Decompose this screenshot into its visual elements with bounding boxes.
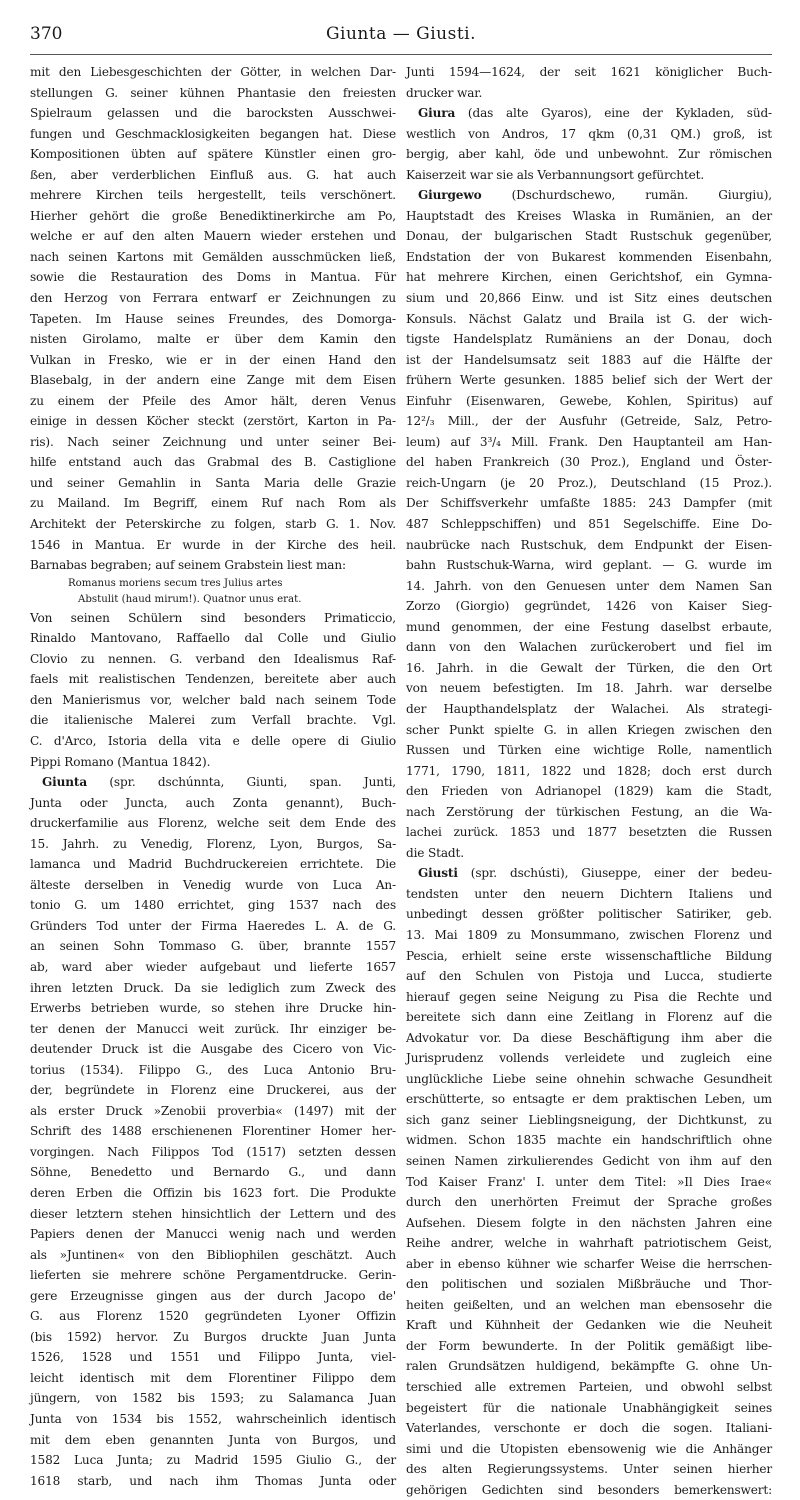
text-line: tonio G. um 1480 errichtet, ging 1537 nach des xyxy=(30,898,396,913)
text-line: der Haupthandelsplatz der Walachei. Als strategi- xyxy=(406,701,772,716)
entry-headword: Giura xyxy=(418,106,456,121)
text-line: Einfuhr (Eisenwaren, Gewebe, Kohlen, Spiritus) auf xyxy=(406,393,772,408)
text-line: Spielraum gelassen und die barocksten Ausschwei- xyxy=(30,106,396,121)
text-line: tigste Handelsplatz Rumäniens an der Donau, doch xyxy=(406,332,772,347)
text-line: die italienische Malerei zum Verfall brachte. Vgl. xyxy=(30,713,396,728)
text-line: terschied alle extremen Parteien, und obwohl selbst xyxy=(406,1380,772,1394)
entry-first-line xyxy=(406,863,772,884)
entry-headword: Giusti xyxy=(418,866,458,881)
entry-text: (spr. dschústi), Giuseppe, einer der bedeu- xyxy=(457,866,772,881)
text-line: (bis 1592) hervor. Zu Burgos druckte Juan Junta xyxy=(30,1329,396,1344)
text-line: reich-Ungarn (je 20 Proz.), Deutschland (15 Proz.). xyxy=(406,475,772,490)
entry-text: (spr. dschúnnta, Giunti, span. Junti, xyxy=(87,775,396,790)
epitaph-line: Romanus moriens secum tres Julius artes xyxy=(68,577,283,589)
text-line: hierauf gegen seine Neigung zu Pisa die Rechte und xyxy=(406,989,772,1004)
text-line: G. aus Florenz 1520 gegründeten Lyoner Offizin xyxy=(30,1309,396,1324)
text-line: westlich von Andros, 17 qkm (0,31 QM.) groß, ist xyxy=(406,126,772,141)
text-line: druckerfamilie aus Florenz, welche seit dem Ende des xyxy=(30,816,396,831)
text-line: vorgingen. Nach Filippos Tod (1517) setzten dessen xyxy=(30,1144,396,1159)
text-line: Der Schiffsverkehr umfaßte 1885: 243 Dampfer (mit xyxy=(406,496,772,511)
text-line: den Frieden von Adrianopel (1829) kam die Stadt, xyxy=(406,784,772,799)
text-line: den Manierismus vor, welcher bald nach seinem Tode xyxy=(30,692,396,707)
text-line: begeistert für die nationale Unabhängigkeit seines xyxy=(406,1400,772,1415)
epitaph-line: Abstulit (haud mirum!). Quatnor unus erat. xyxy=(78,593,302,605)
text-line: Pippi Romano (Mantua 1842). xyxy=(30,754,211,769)
entry-headword: Giurgewo xyxy=(418,188,482,203)
text-line: Jurisprudenz vollends verleidete und zugleich eine xyxy=(406,1051,772,1066)
text-line: unglückliche Liebe seine ohnehin schwache Gesundheit xyxy=(406,1071,772,1086)
text-line: scher Punkt spielte G. in allen Kriegen zwischen den xyxy=(406,722,772,737)
text-line: Russen und Türken eine wichtige Rolle, namentlich xyxy=(406,743,772,758)
entry-first-line xyxy=(406,103,772,124)
text-line: seinen Namen zirkulierendes Gedicht von ihm auf den xyxy=(406,1153,772,1168)
entry-text: (das alte Gyaros), eine der Kykladen, süd- xyxy=(455,106,772,121)
text-line: Gründers Tod unter der Firma Haeredes L. A. de G. xyxy=(30,918,396,933)
text-line: aber in ebenso kühner wie scharfer Weise die herrschen- xyxy=(406,1256,772,1271)
text-line: ralen Grundsätzen huldigend, bekämpfte G. ohne Un- xyxy=(406,1359,772,1374)
text-line: C. d'Arco, Istoria della vita e delle opere di Giulio xyxy=(30,733,396,748)
text-line: Papiers denen der Manucci wenig nach und werden xyxy=(30,1227,396,1242)
text-line: torius (1534). Filippo G., des Luca Antonio Bru- xyxy=(30,1062,396,1077)
text-line: Junta oder Juncta, auch Zonta genannt), Buch- xyxy=(30,795,396,810)
text-line: del haben Frankreich (30 Proz.), England und Öster- xyxy=(406,455,772,470)
text-line: jüngern, von 1582 bis 1593; zu Salamanca Juan xyxy=(30,1391,396,1406)
text-line: 12²/₃ Mill., der der Ausfuhr (Getreide, Salz, Petro- xyxy=(406,414,772,429)
text-line: Rinaldo Mantovano, Raffaello dal Colle und Giulio xyxy=(30,631,396,646)
text-line: einige in dessen Köcher steckt (zerstört, Karton in Pa- xyxy=(30,414,396,429)
entry-text: (Dschurdschewo, rumän. Giurgiu), xyxy=(481,188,772,203)
entry-first-line xyxy=(30,772,396,793)
text-line: drucker war. xyxy=(406,85,483,100)
text-line: 16. Jahrh. in die Gewalt der Türken, die den Ort xyxy=(406,660,772,675)
text-line: mehrere Kirchen teils hergestellt, teils verschönert. xyxy=(30,188,396,203)
text-line: Endstation der von Bukarest kommenden Eisenbahn, xyxy=(406,249,772,264)
text-line: Vulkan in Fresko, wie er in der einen Hand den xyxy=(30,352,396,367)
text-line: fungen und Geschmacklosigkeiten begangen hat. Diese xyxy=(30,126,396,141)
text-line: simi und die Utopisten ebensowenig wie die Anhänger xyxy=(406,1441,772,1456)
text-line: sowie die Restauration des Doms in Mantua. Für xyxy=(30,270,396,285)
text-line: unbedingt dessen größter politischer Satiriker, geb. xyxy=(406,907,772,922)
text-line: dieser letztern stehen hinsichtlich der Lettern und des xyxy=(30,1206,396,1221)
text-line: Reihe andrer, welche in wahrhaft patriotischem Geist, xyxy=(406,1236,772,1251)
text-line: die Stadt. xyxy=(406,845,464,860)
page-header xyxy=(30,24,772,54)
text-line: Tapeten. Im Hause seines Freundes, des Domorga- xyxy=(30,311,396,326)
text-line: nisten Girolamo, malte er über dem Kamin den xyxy=(30,332,396,347)
text-line: leicht identisch mit dem Florentiner Filippo dem xyxy=(30,1370,396,1385)
text-line: gehörigen Gedichten sind besonders bemerkenswert: xyxy=(406,1482,772,1497)
text-line: mit dem eben genannten Junta von Burgos, und xyxy=(30,1432,396,1447)
running-head: Giunta — Giusti. xyxy=(325,24,477,44)
text-line: Hierher gehört die große Benediktinerkirche am Po, xyxy=(30,208,396,223)
text-line: ist der Handelsumsatz seit 1883 auf die Hälfte der xyxy=(406,352,772,367)
text-line: Söhne, Benedetto und Bernardo G., und dann xyxy=(30,1165,396,1180)
text-line: und seiner Gemahlin in Santa Maria delle Grazie xyxy=(30,475,396,490)
text-line: lieferten sie mehrere schöne Pergamentdrucke. Gerin- xyxy=(30,1268,396,1283)
text-line: Aufsehen. Diesem folgte in den nächsten Jahren eine xyxy=(406,1215,772,1230)
text-line: frühern Werte gesunken. 1885 belief sich der Wert der xyxy=(406,373,772,388)
text-line: hilfe entstand auch das Grabmal des B. Castiglione xyxy=(30,455,396,470)
text-line: nach Zerstörung der türkischen Festung, an die Wa- xyxy=(406,804,772,819)
text-line: gere Erzeugnisse gingen aus der durch Jacopo de' xyxy=(30,1288,396,1303)
text-line: sich ganz seiner Lieblingsneigung, der Dichtkunst, zu xyxy=(406,1112,772,1127)
text-line: stellungen G. seiner kühnen Phantasie den freiesten xyxy=(30,85,396,100)
text-line: Schrift des 1488 erschienenen Florentiner Homer her- xyxy=(30,1124,396,1139)
text-line: 1771, 1790, 1811, 1822 und 1828; doch erst durch xyxy=(406,763,772,778)
text-line: tendsten unter den neuern Dichtern Italiens und xyxy=(406,886,772,901)
text-line: dann von den Walachen zurückerobert und fiel im xyxy=(406,640,772,655)
text-line: der Form bewunderte. In der Politik gemäßigt libe- xyxy=(406,1338,772,1353)
text-line: auf den Schulen von Pistoja und Lucca, studierte xyxy=(406,969,772,984)
text-line: älteste derselben in Venedig wurde von Luca An- xyxy=(30,877,396,892)
text-line: lachei zurück. 1853 und 1877 besetzten die Russen xyxy=(406,825,772,840)
text-line: Junta von 1534 bis 1552, wahrscheinlich identisch xyxy=(30,1412,396,1426)
text-line: Barnabas begraben; auf seinem Grabstein liest man: xyxy=(30,558,346,573)
text-line: bergig, aber kahl, öde und unbewohnt. Zur römischen xyxy=(406,147,772,162)
text-line: bereitete sich dann eine Zeitlang in Florenz auf die xyxy=(406,1010,772,1025)
text-line: durch den unerhörten Freimut der Sprache großes xyxy=(406,1195,772,1210)
text-line: 14. Jahrh. von den Genuesen unter dem Namen San xyxy=(406,578,772,593)
text-line: 1546 in Mantua. Er wurde in der Kirche des heil. xyxy=(30,537,396,552)
text-line: Vaterlandes, verschonte er doch die sogen. Italiani- xyxy=(406,1421,772,1436)
text-line: welche er auf den alten Mauern wieder erstehen und xyxy=(30,229,396,244)
text-line: ter denen der Manucci weit zurück. Ihr einziger be- xyxy=(30,1021,396,1036)
text-line: ihren letzten Druck. Da sie lediglich zum Zweck des xyxy=(30,980,396,995)
text-line: 13. Mai 1809 zu Monsummano, zwischen Florenz und xyxy=(406,927,772,942)
text-line: Pescia, erhielt seine erste wissenschaftliche Bildung xyxy=(406,948,772,963)
text-line: Zorzo (Giorgio) gegründet, 1426 von Kaiser Sieg- xyxy=(406,599,772,614)
text-line: nach seinen Kartons mit Gemälden ausschmücken ließ, xyxy=(30,249,396,264)
text-line: Kaiserzeit war sie als Verbannungsort gefürchtet. xyxy=(406,167,705,182)
text-line: 1526, 1528 und 1551 und Filippo Junta, viel- xyxy=(30,1350,396,1365)
text-line: Junti 1594—1624, der seit 1621 königlicher Buch- xyxy=(406,65,772,79)
text-line: Tod Kaiser Franz' I. unter dem Titel: »Il Dies Irae« xyxy=(406,1174,772,1189)
text-line: an seinen Sohn Tommaso G. über, brannte 1557 xyxy=(30,939,396,954)
text-line: 15. Jahrh. zu Venedig, Florenz, Lyon, Burgos, Sa- xyxy=(30,836,396,851)
text-line: Von seinen Schülern sind besonders Primaticcio, xyxy=(30,610,396,625)
text-line: leum) auf 3³/₄ Mill. Frank. Den Hauptanteil am Han- xyxy=(406,434,772,449)
text-line: ßen, aber verderblichen Einfluß aus. G. hat auch xyxy=(30,167,396,182)
text-line: Blasebalg, in der andern eine Zange mit dem Eisen xyxy=(30,373,396,388)
text-line: mund genommen, der eine Festung daselbst erbaute, xyxy=(406,619,772,634)
text-line: als »Juntinen« von den Bibliophilen geschätzt. Auch xyxy=(30,1247,396,1262)
text-line: des alten Regierungssystems. Unter seinen hierher xyxy=(406,1462,772,1477)
text-line: 1582 Luca Junta; zu Madrid 1595 Giulio G., der xyxy=(30,1453,396,1468)
text-line: 1618 starb, und nach ihm Thomas Junta oder xyxy=(30,1473,396,1488)
text-line: Hauptstadt des Kreises Wlaska in Rumänien, an der xyxy=(406,208,772,223)
text-line: lamanca und Madrid Buchdruckereien errichtete. Die xyxy=(30,857,396,872)
text-line: Kompositionen übten auf spätere Künstler einen gro- xyxy=(30,147,396,162)
text-line: Kraft und Kühnheit der Gedanken wie die Neuheit xyxy=(406,1318,772,1333)
text-line: bahn Rustschuk-Warna, wird geplant. — G. wurde im xyxy=(406,558,772,573)
text-line: den Herzog von Ferrara entwarf er Zeichnungen zu xyxy=(30,291,396,306)
text-line: Erwerbs betrieben wurde, so stehen ihre Drucke hin- xyxy=(30,1001,396,1016)
text-line: erschütterte, so entsagte er dem praktischen Leben, um xyxy=(406,1092,772,1107)
text-line: deutender Druck ist die Ausgabe des Cicero von Vic- xyxy=(30,1042,396,1057)
right-column xyxy=(406,62,772,1500)
text-line: von neuem befestigten. Im 18. Jahrh. war derselbe xyxy=(406,681,772,696)
text-line: Konsuls. Nächst Galatz und Braila ist G. der wich- xyxy=(406,311,772,326)
text-line: als erster Druck »Zenobii proverbia« (1497) mit der xyxy=(30,1103,396,1118)
text-line: 487 Schleppschiffen) und 851 Segelschiffe. Eine Do- xyxy=(406,517,772,532)
text-line: mit den Liebesgeschichten der Götter, in welchen Dar- xyxy=(30,65,396,79)
text-line: naubrücke nach Rustschuk, dem Endpunkt der Eisen- xyxy=(406,537,772,552)
text-line: zu einem der Pfeile des Amor hält, deren Venus xyxy=(30,393,396,408)
text-line: ab, ward aber wieder aufgebaut und lieferte 1657 xyxy=(30,959,396,974)
text-line: hat mehrere Kirchen, einen Gerichtshof, ein Gymna- xyxy=(406,270,772,285)
text-line: den politischen und sozialen Mißbräuche und Thor- xyxy=(406,1277,772,1292)
text-line: der, begründete in Florenz eine Druckerei, aus der xyxy=(30,1083,396,1098)
entry-headword: Giunta xyxy=(42,775,88,790)
text-line: faels mit realistischen Tendenzen, bereitete aber auch xyxy=(30,672,396,687)
text-line: widmen. Schon 1835 machte ein handschriftlich ohne xyxy=(406,1133,772,1148)
text-line: zu Mailand. Im Begriff, einem Ruf nach Rom als xyxy=(30,496,396,511)
page-number: 370 xyxy=(30,24,63,44)
header-rule xyxy=(30,54,772,55)
text-line: deren Erben die Offizin bis 1623 fort. Die Produkte xyxy=(30,1185,396,1200)
text-line: Clovio zu nennen. G. verband den Idealismus Raf- xyxy=(30,651,396,666)
text-line: Architekt der Peterskirche zu folgen, starb G. 1. Nov. xyxy=(30,517,396,532)
text-line: Donau, der bulgarischen Stadt Rustschuk gegenüber, xyxy=(406,229,772,244)
text-line: ris). Nach seiner Zeichnung und unter seiner Bei- xyxy=(30,434,396,449)
entry-first-line xyxy=(406,185,772,206)
text-line: sium und 20,866 Einw. und ist Sitz eines deutschen xyxy=(406,291,772,306)
left-column xyxy=(30,62,396,1491)
text-line: Advokatur vor. Da diese Beschäftigung ihm aber die xyxy=(406,1030,772,1045)
text-line: heiten geißelten, und an welchen man ebensosehr die xyxy=(406,1297,772,1312)
